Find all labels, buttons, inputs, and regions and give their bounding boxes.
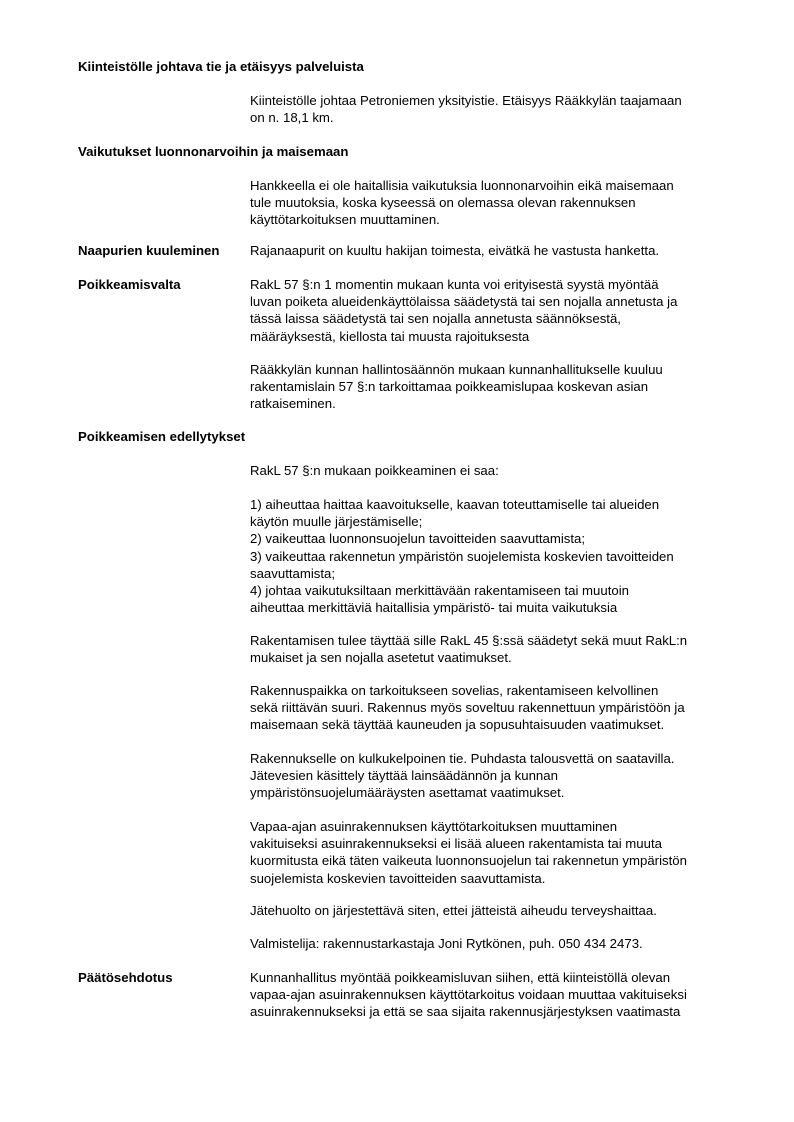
paragraph-exemption-power-1 (250, 276, 750, 345)
text-line: aiheuttaa merkittäviä haitallisia ympäristö- tai muita vaikutuksia (250, 600, 618, 616)
section-heading-nature-impacts: Vaikutukset luonnonarvoihin ja maisemaan (78, 144, 349, 159)
text-line: vakituiseksi asuinrakennukseksi ei lisää alueen rakentamista tai muuta (250, 836, 662, 852)
text-line: Rakennuspaikka on tarkoitukseen sovelias, rakentamiseen kelvollinen (250, 683, 659, 698)
text-line: käytön muulle järjestämiselle; (250, 514, 423, 530)
paragraph-decision-proposal (250, 969, 750, 1021)
text-line: tässä laissa säädetystä tai sen nojalla annetusta säännöksestä, (250, 311, 621, 327)
text-line: rakentamislain 57 §:n tarkoittamaa poikkeamislupaa koskevan asian (250, 379, 649, 395)
paragraph-preparer (250, 935, 750, 952)
section-heading-exemption-power: Poikkeamisvalta (78, 277, 181, 292)
text-line: luvan poiketa alueidenkäyttölaissa säädetystä tai sen nojalla annetusta ja (250, 294, 678, 310)
section-heading-access-road: Kiinteistölle johtava tie ja etäisyys palveluista (78, 59, 364, 74)
text-line: RakL 57 §:n mukaan poikkeaminen ei saa: (250, 463, 499, 478)
list-item: 1) aiheuttaa haittaa kaavoitukselle, kaavan toteuttamiselle tai alueiden (250, 497, 660, 512)
paragraph-conditions-list (250, 496, 750, 616)
paragraph-nature-impacts (250, 177, 750, 229)
text-line: maisemaan sekä täyttää kauneuden ja sopusuhtaisuuden vaatimukset. (250, 717, 665, 733)
text-line: Rakentamisen tulee täyttää sille RakL 45 §:ssä säädetyt sekä muut RakL:n (250, 633, 688, 648)
text-line: määräyksestä, kiellosta tai muusta rajoituksesta (250, 328, 530, 344)
paragraph-neighbours (250, 242, 750, 259)
text-line: Jätevesien käsittely täyttää lainsäädännön ja kunnan (250, 768, 558, 784)
list-item: 2) vaikeuttaa luonnonsuojelun tavoitteiden saavuttamista; (250, 531, 586, 547)
text-line: asuinrakennukseksi ja että se saa sijaita rakennusjärjestyksen vaatimasta (250, 1004, 681, 1020)
list-item: 4) johtaa vaikutuksiltaan merkittävään rakentamiseen tai muutoin (250, 583, 629, 599)
text-line: Kiinteistölle johtaa Petroniemen yksityistie. Etäisyys Rääkkylän taajamaan (250, 93, 682, 108)
text-line: sekä riittävän suuri. Rakennus myös soveltuu rakennettuun ympäristöön ja (250, 700, 685, 716)
text-line: Rakennukselle on kulkukelpoinen tie. Puhdasta talousvettä on saatavilla. (250, 751, 675, 766)
text-line: Rajanaapurit on kuultu hakijan toimesta, eivätkä he vastusta hanketta. (250, 243, 660, 258)
text-line: ratkaiseminen. (250, 396, 336, 412)
text-line: RakL 57 §:n 1 momentin mukaan kunta voi erityisestä syystä myöntää (250, 277, 659, 292)
text-line: ympäristönsuojelumääräysten asettamat vaatimukset. (250, 785, 565, 801)
text-line: kuormitusta eikä täten vaikeuta luonnonsuojelun tai rakennetun ympäristön (250, 853, 687, 869)
text-line: on n. 18,1 km. (250, 110, 334, 126)
text-line: mukaiset ja sen nojalla asetetut vaatimukset. (250, 650, 512, 666)
text-line: saavuttamista; (250, 565, 336, 581)
text-line: Jätehuolto on järjestettävä siten, ettei jätteistä aiheudu terveyshaittaa. (250, 903, 657, 918)
paragraph-building-site (250, 682, 750, 734)
paragraph-exemption-power-2 (250, 361, 750, 413)
text-line: vapaa-ajan asuinrakennuksen käyttötarkoitus voidaan muuttaa vakituiseksi (250, 987, 687, 1003)
paragraph-construction-requirements (250, 632, 750, 666)
paragraph-access-road (250, 92, 750, 126)
text-line: käyttötarkoituksen muuttaminen. (250, 212, 440, 228)
text-line: suojelemista koskevien tavoitteiden saavuttamista. (250, 870, 546, 886)
text-line: Kunnanhallitus myöntää poikkeamisluvan siihen, että kiinteistöllä olevan (250, 970, 671, 985)
section-heading-decision-proposal: Päätösehdotus (78, 970, 173, 985)
text-line: Valmistelija: rakennustarkastaja Joni Rytkönen, puh. 050 434 2473. (250, 936, 643, 951)
list-item: 3) vaikeuttaa rakennetun ympäristön suojelemista koskevien tavoitteiden (250, 548, 674, 564)
text-line: Rääkkylän kunnan hallintosäännön mukaan kunnanhallitukselle kuuluu (250, 362, 663, 377)
text-line: Vapaa-ajan asuinrakennuksen käyttötarkoituksen muuttaminen (250, 819, 618, 834)
section-heading-exemption-conditions: Poikkeamisen edellytykset (78, 429, 246, 444)
text-line: Hankkeella ei ole haitallisia vaikutuksia luonnonarvoihin eikä maisemaan (250, 178, 674, 193)
paragraph-waste (250, 902, 750, 919)
paragraph-conditions-intro (250, 462, 750, 479)
section-heading-neighbours: Naapurien kuuleminen (78, 243, 220, 258)
text-line: tule muutoksia, koska kyseessä on olemassa olevan rakennuksen (250, 195, 636, 211)
paragraph-use-change (250, 818, 750, 887)
paragraph-road-water (250, 750, 750, 802)
